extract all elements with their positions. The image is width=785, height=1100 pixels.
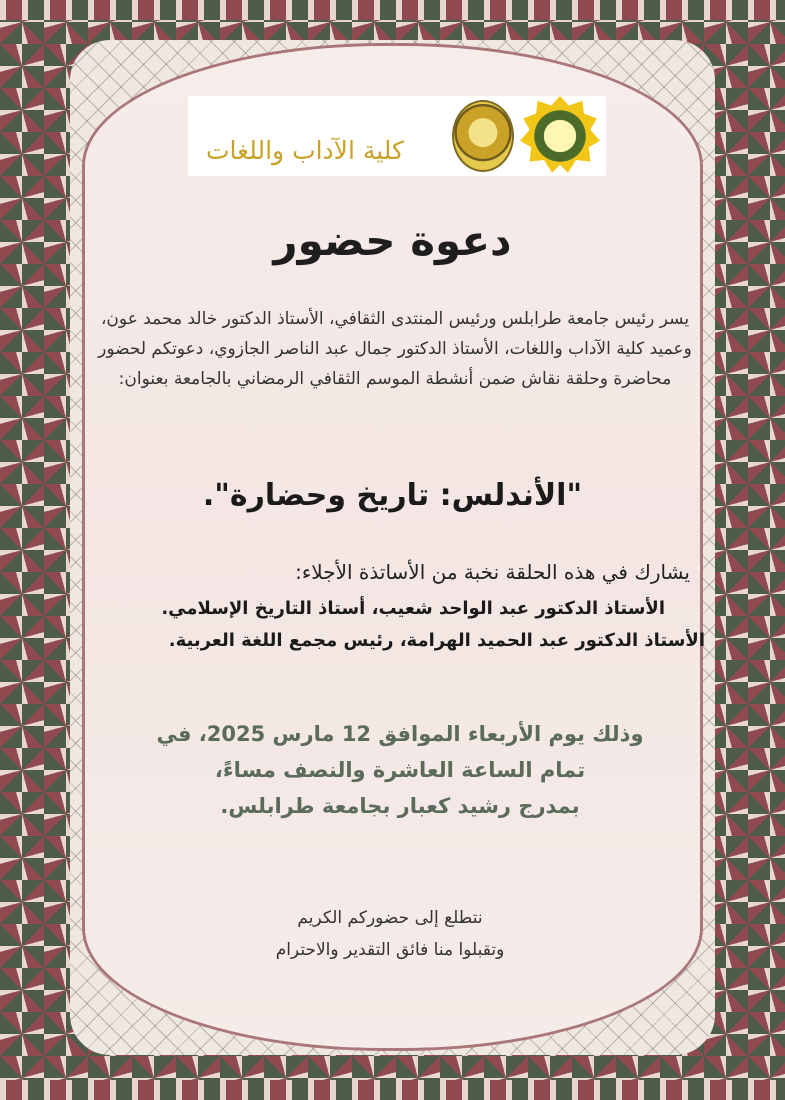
closing-text	[150, 902, 630, 966]
forum-emblem-icon	[520, 96, 600, 176]
top-border	[0, 0, 785, 20]
invitation-panel	[85, 46, 700, 1048]
event-time-line: تمام الساعة العاشرة والنصف مساءً،	[214, 758, 586, 782]
intro-paragraph: يسر رئيس جامعة طرابلس ورئيس المنتدى الثقافي، الأستاذ الدكتور خالد محمد عون، وعميد كلية الآداب واللغات، الأستاذ الدكتور جمال عبد الناصر الجازوي، دعوتكم لحضور محاضرة وحلقة نقاش ضمن أنشطة الموسم الثقافي الرمضاني بالجامعة بعنوان:	[98, 309, 692, 389]
event-venue-line: بمدرج رشيد كعبار بجامعة طرابلس.	[220, 794, 580, 818]
bottom-border	[0, 1080, 785, 1100]
university-seal-icon	[452, 100, 514, 172]
participants-intro: يشارك في هذه الحلقة نخبة من الأساتذة الأجلاء:	[295, 560, 690, 584]
closing-line-2: وتقبلوا منا فائق التقدير والاحترام	[275, 940, 505, 960]
event-details	[120, 716, 680, 824]
logo-band	[188, 96, 606, 176]
closing-line-1: نتطلع إلى حضوركم الكريم	[297, 908, 483, 928]
page-title: دعوة حضور	[273, 216, 512, 265]
speaker-1: الأستاذ الدكتور عبد الواحد شعيب، أستاذ التاريخ الإسلامي.	[161, 598, 665, 619]
lecture-title: "الأندلس: تاريخ وحضارة".	[202, 478, 583, 513]
college-name: كلية الآداب واللغات	[206, 136, 404, 165]
event-date-line: وذلك يوم الأربعاء الموافق 12 مارس 2025، في	[156, 722, 644, 746]
speaker-2: الأستاذ الدكتور عبد الحميد الهرامة، رئيس مجمع اللغة العربية.	[168, 630, 705, 651]
